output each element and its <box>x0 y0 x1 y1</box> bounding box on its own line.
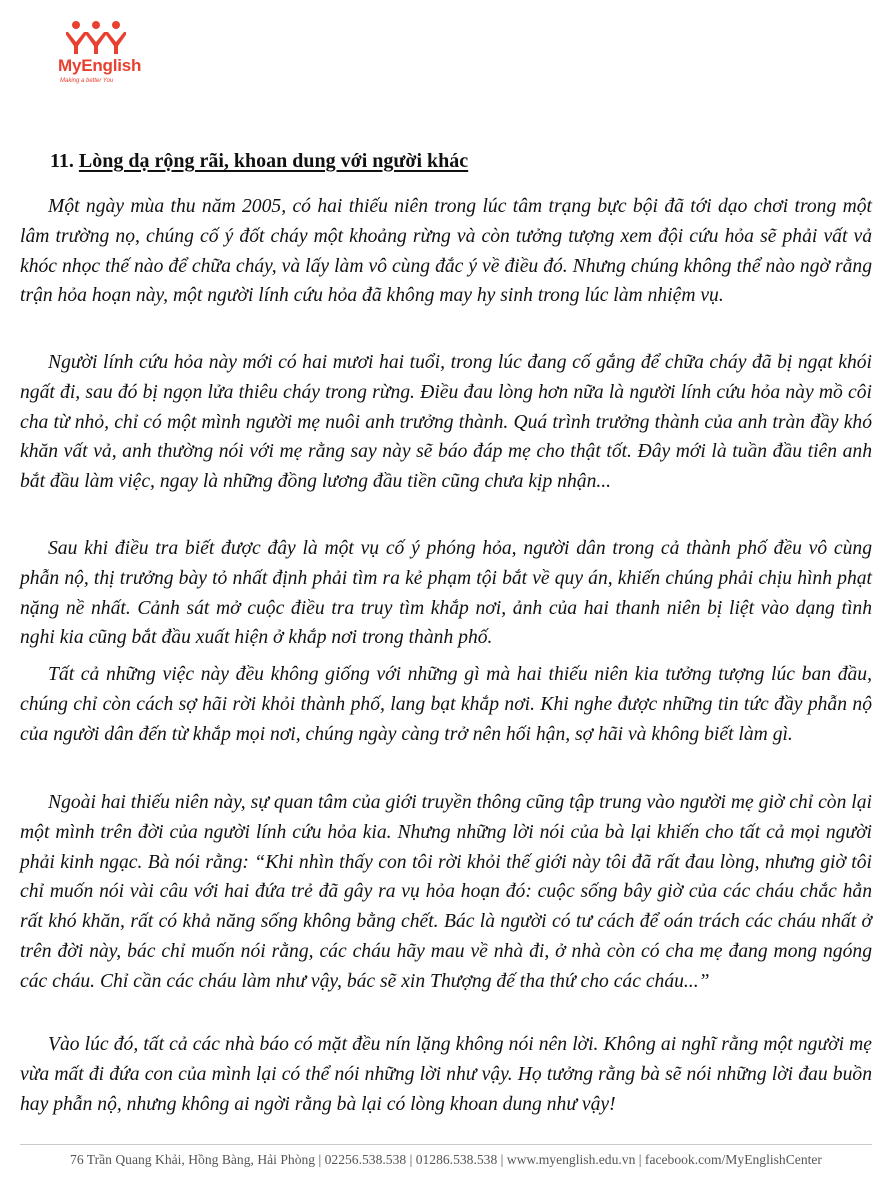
logo-wordmark: MyEnglish <box>58 56 142 75</box>
footer-contact-info: 76 Trần Quang Khải, Hồng Bàng, Hải Phòng | 02256.538.538 | 01286.538.538 | www.myenglish.edu.vn | facebook.com/MyEnglishCenter <box>70 1152 822 1167</box>
paragraph: Ngoài hai thiếu niên này, sự quan tâm của giới truyền thông cũng tập trung vào người mẹ giờ chỉ còn lại một mình trên đời của người lính cứu hỏa kia. Nhưng những lời nói của bà lại khiến cho tất cả mọi người phải kinh ngạc. Bà nói rằng: “Khi nhìn thấy con tôi rời khỏi thế giới này tôi đã rất đau lòng, nhưng giờ tôi chỉ muốn nói vài câu với hai đứa trẻ đã gây ra vụ hỏa hoạn đó: cuộc sống bây giờ của các cháu chắc hẳn rất khó khăn, rất có khả năng sống không bằng chết. Bác là người có tư cách để oán trách các cháu nhất ở trên đời này, bác chỉ muốn nói rằng, các cháu hãy mau về nhà đi, ở nhà còn có cha mẹ đang mong ngóng các cháu. Chỉ cần các cháu làm như vậy, bác sẽ xin Thượng đế tha thứ cho các cháu...” <box>20 792 872 992</box>
paragraph: Người lính cứu hỏa này mới có hai mươi hai tuổi, trong lúc đang cố gắng để chữa cháy đã bị ngạt khói ngất đi, sau đó bị ngọn lửa thiêu cháy trong rừng. Điều đau lòng hơn nữa là người lính cứu hỏa này mồ côi cha từ nhỏ, chỉ có một mình người mẹ nuôi anh trưởng thành. Quá trình trưởng thành của anh tràn đầy khó khăn vất vả, anh thường nói với mẹ rằng say này sẽ báo đáp mẹ cho thật tốt. Đây mới là tuần đầu tiên anh bắt đầu làm việc, ngay là những đồng lương đầu tiền cũng chưa kịp nhận... <box>20 352 872 493</box>
section-heading <box>50 150 468 173</box>
myenglish-logo <box>58 20 168 100</box>
paragraph: Vào lúc đó, tất cả các nhà báo có mặt đều nín lặng không nói nên lời. Không ai nghĩ rằng một người mẹ vừa mất đi đứa con của mình lại có thể nói những lời như vậy. Họ tưởng rằng bà sẽ nói những lời đau buồn hay phẫn nộ, nhưng không ai ngời rằng bà lại có lòng khoan dung như vậy! <box>20 1034 872 1115</box>
paragraph: Sau khi điều tra biết được đây là một vụ cố ý phóng hỏa, người dân trong cả thành phố đều vô cùng phẫn nộ, thị trưởng bày tỏ nhất định phải tìm ra kẻ phạm tội bắt về quy án, khiến chúng phải chịu hình phạt nặng nề nhất. Cảnh sát mở cuộc điều tra truy tìm khắp nơi, ảnh của hai thanh niên bị liệt vào dạng tình nghi kia cũng bắt đầu xuất hiện ở khắp nơi trong thành phố. <box>20 538 872 649</box>
logo-tagline: Making a better You <box>60 78 114 84</box>
people-figures-icon <box>66 20 126 56</box>
paragraph: Tất cả những việc này đều không giống với những gì mà hai thiếu niên kia tưởng tượng lúc ban đầu, chúng chỉ còn cách sợ hãi rời khỏi thành phố, lang bạt khắp nơi. Khi nghe được những tin tức đầy phẫn nộ của người dân đến từ khắp mọi nơi, chúng ngày càng trở nên hối hận, sợ hãi và không biết làm gì. <box>20 664 872 745</box>
paragraph: Một ngày mùa thu năm 2005, có hai thiếu niên trong lúc tâm trạng bực bội đã tới dạo chơi trong một lâm trường nọ, chúng cố ý đốt cháy một khoảng rừng và còn tưởng tượng xem đội cứu hỏa sẽ phải vất vả khóc nhọc thế nào để chữa cháy, và lấy làm vô cùng đắc ý về điều đó. Nhưng chúng không thể nào ngờ rằng trận hỏa hoạn này, một người lính cứu hỏa đã không may hy sinh trong lúc làm nhiệm vụ. <box>20 196 872 307</box>
footer-divider <box>20 1144 872 1145</box>
section-number: 11. <box>50 150 74 172</box>
section-title: Lòng dạ rộng rãi, khoan dung với người khác <box>78 150 469 172</box>
